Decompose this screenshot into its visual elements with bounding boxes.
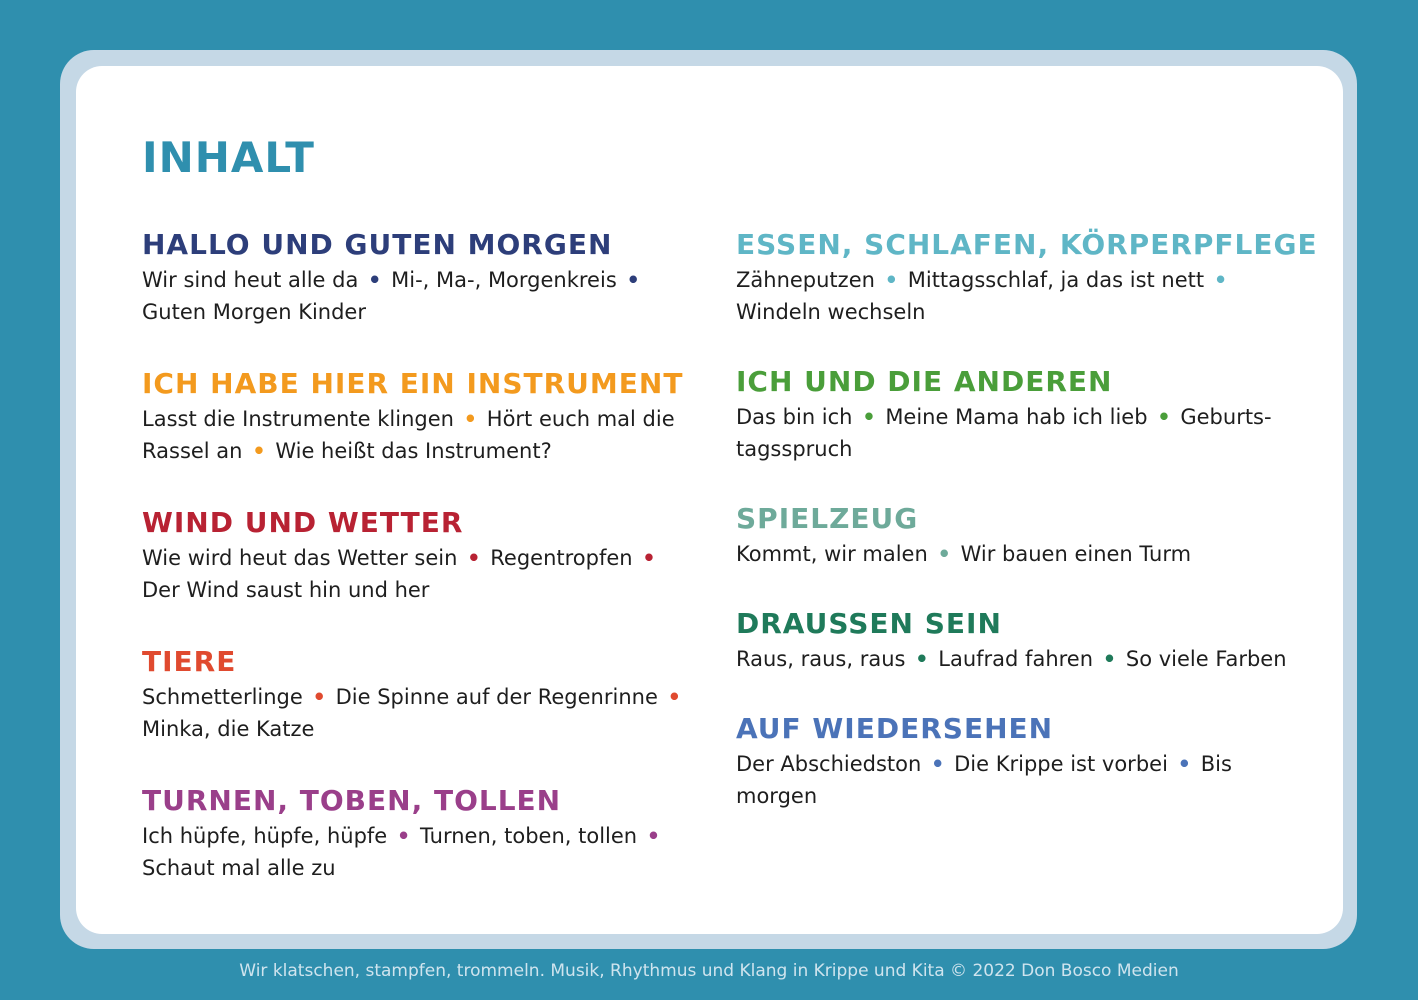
section-items (142, 820, 702, 884)
bullet-separator: • (463, 407, 478, 431)
song-title: Schaut mal alle zu (142, 856, 336, 880)
section-items (142, 264, 702, 328)
song-title: Kommt, wir malen (736, 542, 928, 566)
section-heading: HALLO UND GUTEN MORGEN (142, 228, 613, 261)
song-title: Meine Mama hab ich lieb (885, 405, 1148, 429)
song-title: Geburts-tagsspruch (736, 405, 1272, 461)
toc-section (736, 605, 1316, 675)
song-title: Die Krippe ist vorbei (954, 752, 1168, 776)
toc-section (736, 710, 1316, 812)
song-title: So viele Farben (1125, 647, 1287, 671)
song-title: Windeln wechseln (736, 300, 926, 324)
footer-credit: Wir klatschen, stampfen, trommeln. Musik, Rhythmus und Klang in Krippe und Kita © 2022 Don Bosco Medien (239, 961, 1179, 981)
song-title: Laufrad fahren (938, 647, 1094, 671)
bullet-separator: • (642, 546, 656, 570)
bullet-separator: • (915, 647, 929, 671)
song-title: Minka, die Katze (142, 717, 315, 741)
bullet-separator: • (884, 268, 899, 292)
bullet-separator: • (1157, 405, 1171, 429)
bullet-separator: • (626, 268, 640, 292)
song-title: Guten Morgen Kinder (142, 300, 366, 324)
bullet-separator: • (1177, 752, 1192, 776)
song-title: Der Abschiedston (736, 752, 922, 776)
section-heading: ICH UND DIE ANDEREN (736, 365, 1113, 398)
song-title: Das bin ich (736, 405, 853, 429)
section-items (142, 681, 702, 745)
bullet-separator: • (1213, 268, 1228, 292)
song-title: Ich hüpfe, hüpfe, hüpfe (142, 824, 388, 848)
toc-section (736, 500, 1316, 570)
toc-section (142, 226, 702, 328)
song-title: Die Spinne auf der Regenrinne (335, 685, 658, 709)
page-title: INHALT (142, 133, 315, 182)
section-heading: DRAUSSEN SEIN (736, 607, 1002, 640)
bullet-separator: • (312, 685, 326, 709)
song-title: Mittagsschlaf, ja das ist nett (907, 268, 1205, 292)
song-title: Schmetterlinge (142, 685, 303, 709)
section-items (736, 538, 1316, 570)
song-title: Wir bauen einen Turm (960, 542, 1192, 566)
bullet-separator: • (368, 268, 382, 292)
song-title: Hört euch mal die Rassel an (142, 407, 675, 463)
song-title: Mi-, Ma-, Morgenkreis (391, 268, 617, 292)
toc-section (142, 365, 702, 467)
section-items (736, 748, 1316, 812)
bullet-separator: • (646, 824, 661, 848)
toc-section (142, 643, 702, 745)
section-heading: ESSEN, SCHLAFEN, KÖRPERPFLEGE (736, 228, 1318, 261)
section-items (736, 643, 1316, 675)
section-heading: WIND UND WETTER (142, 506, 464, 539)
toc-section (142, 504, 702, 606)
bullet-separator: • (931, 752, 945, 776)
song-title: Wie heißt das Instrument? (275, 439, 552, 463)
section-heading: TIERE (142, 645, 237, 678)
toc-column-right (736, 226, 1316, 847)
bullet-separator: • (667, 685, 681, 709)
song-title: Bis morgen (736, 752, 1232, 808)
toc-section (736, 363, 1316, 465)
bullet-separator: • (937, 542, 951, 566)
bullet-separator: • (1102, 647, 1117, 671)
song-title: Lasst die Instrumente klingen (142, 407, 454, 431)
song-title: Wie wird heut das Wetter sein (142, 546, 458, 570)
song-title: Der Wind saust hin und her (142, 578, 430, 602)
song-title: Raus, raus, raus (736, 647, 906, 671)
section-items (142, 542, 702, 606)
toc-section (736, 226, 1316, 328)
section-items (142, 403, 702, 467)
section-heading: AUF WIEDERSEHEN (736, 712, 1054, 745)
song-title: Wir sind heut alle da (142, 268, 359, 292)
bullet-separator: • (252, 439, 266, 463)
section-items (736, 264, 1316, 328)
toc-column-left (142, 226, 702, 921)
bullet-separator: • (396, 824, 411, 848)
song-title: Regentropfen (490, 546, 633, 570)
section-heading: TURNEN, TOBEN, TOLLEN (142, 784, 562, 817)
bullet-separator: • (467, 546, 481, 570)
section-heading: SPIELZEUG (736, 502, 919, 535)
toc-section (142, 782, 702, 884)
section-items (736, 401, 1316, 465)
bullet-separator: • (862, 405, 876, 429)
song-title: Zähneputzen (736, 268, 875, 292)
song-title: Turnen, toben, tollen (420, 824, 638, 848)
section-heading: ICH HABE HIER EIN INSTRUMENT (142, 367, 684, 400)
